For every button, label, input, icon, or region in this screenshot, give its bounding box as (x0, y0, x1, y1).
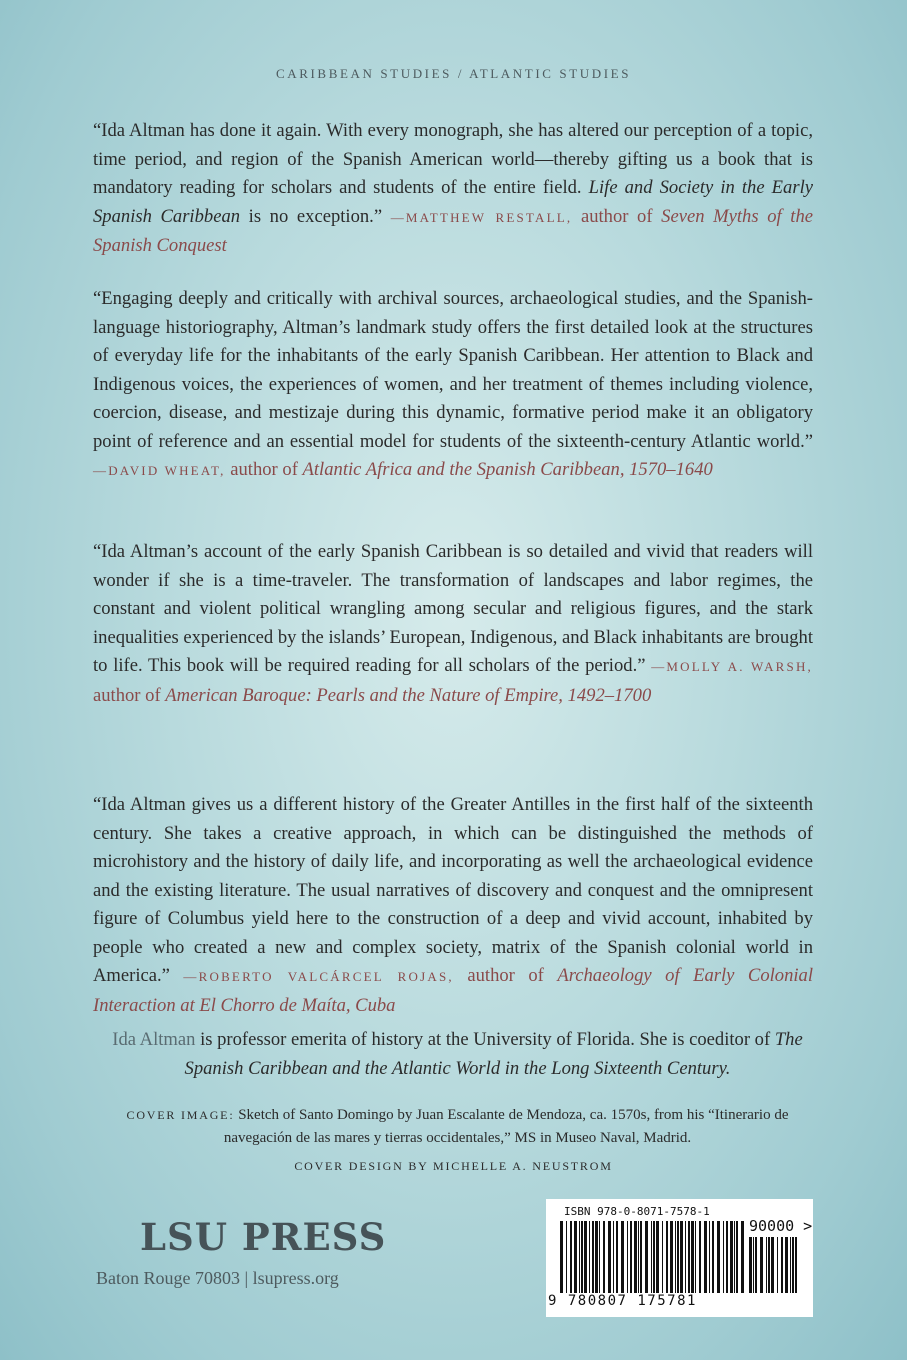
barcode-bar (645, 1221, 648, 1293)
barcode-bar (749, 1237, 752, 1293)
author-name: Ida Altman (112, 1029, 196, 1050)
quote-attribution (93, 459, 713, 480)
barcode-bar (566, 1221, 567, 1293)
barcode-bar (680, 1221, 683, 1293)
cover-image-label: COVER IMAGE: (126, 1108, 235, 1122)
isbn-text: ISBN 978-0-8071-7578-1 (564, 1205, 710, 1218)
barcode-bar (579, 1221, 580, 1293)
barcode-bar (638, 1221, 639, 1293)
barcode (546, 1199, 813, 1317)
author-bio (100, 1026, 815, 1083)
barcode-bar (766, 1237, 767, 1293)
barcode-bar (790, 1237, 791, 1293)
barcode-bar (634, 1221, 637, 1293)
quote-text: “Ida Altman gives us a different history of the Greater Antilles in the first half of the sixteenth century. She takes a creative approach, in which can be distinguished the methods of microhistory and the history of daily life, and incorporating as well the archaeological evidence and the existing literature. The usual narratives of discovery and conquest and the omnipresent figure of Columbus yield here to the construction of a deep and vivid account, inhabited by people who created a new and complex society, matrix of the Spanish colonial world in America.” (93, 794, 813, 986)
attribution-author-label: author of (572, 205, 662, 227)
attribution-author-label: author of (93, 684, 166, 706)
barcode-bar (621, 1221, 624, 1293)
attribution-book: American Baroque: Pearls and the Nature of Empire, 1492–1700 (165, 684, 652, 706)
bio-book-title: The Spanish Caribbean and the Atlantic World in the Long Sixteenth Century. (184, 1029, 803, 1079)
blurb-quote-3 (93, 538, 813, 710)
barcode-bar (599, 1221, 600, 1293)
quote-text-end: is no exception.” (240, 205, 391, 227)
attribution-name: —MATTHEW RESTALL, (390, 209, 573, 225)
barcode-bar (685, 1221, 686, 1293)
barcode-bar (574, 1221, 577, 1293)
publisher-address: Baton Rouge 70803 | lsupress.org (96, 1268, 339, 1288)
blurb-quote-1 (93, 117, 813, 261)
barcode-bar (688, 1221, 690, 1293)
barcode-bar (704, 1221, 707, 1293)
barcode-bar (771, 1237, 774, 1293)
barcode-bar (592, 1221, 594, 1293)
attribution-author-label: author of (453, 965, 558, 986)
barcode-bar (726, 1221, 728, 1293)
barcode-bar (699, 1221, 701, 1293)
barcode-bar (755, 1237, 757, 1293)
barcode-bar (730, 1221, 733, 1293)
barcode-bar (581, 1221, 583, 1293)
cover-image-credit (100, 1104, 815, 1150)
quote-text: “Ida Altman’s account of the early Spanish Caribbean is so detailed and vivid that readers will wonder if she is a time-traveler. The transformation of landscapes and labor regimes, the constant and violent political wrangling among secular and religious figures, and the stark inequalities experienced by the islands’ European, Indigenous, and Black inhabitants are brought to life. This book will be required reading for all scholars of the period.” (93, 541, 813, 676)
barcode-bar (570, 1221, 572, 1293)
blurb-quote-2 (93, 285, 813, 486)
barcode-bar (613, 1221, 614, 1293)
barcode-bar (584, 1221, 587, 1293)
barcode-bar (691, 1221, 694, 1293)
barcode-bar (785, 1237, 788, 1293)
barcode-bar (760, 1237, 763, 1293)
attribution-author-label: author of (225, 459, 303, 480)
publisher-logo: LSU PRESS (140, 1215, 387, 1259)
barcode-bar (651, 1221, 652, 1293)
barcode-bar (709, 1221, 710, 1293)
barcode-number: 9 780807 175781 (548, 1293, 697, 1309)
barcode-bar (589, 1221, 590, 1293)
blurb-quote-4 (93, 791, 813, 1020)
barcode-bar (723, 1221, 724, 1293)
attribution-name: —ROBERTO VALCÁRCEL ROJAS, (183, 969, 454, 984)
barcode-bar (627, 1221, 628, 1293)
attribution-book: Archaeology of Early Colonial Interaction at El Chorro de Maíta, Cuba (93, 965, 814, 1016)
cover-image-text: Sketch of Santo Domingo by Juan Escalante de Mendoza, ca. 1570s, from his “Itinerario de navegación de las mares y tierras occidentales,” MS in Museo Naval, Madrid. (223, 1107, 789, 1146)
price-code: 90000 > (749, 1217, 813, 1235)
barcode-bar (666, 1221, 668, 1293)
bio-text: is professor emerita of history at the University of Florida. She is coeditor of (195, 1029, 775, 1050)
barcode-bar (616, 1221, 618, 1293)
barcode-bar (630, 1221, 632, 1293)
barcode-bar (656, 1221, 659, 1293)
barcode-bar (736, 1221, 738, 1293)
attribution-book: Atlantic Africa and the Spanish Caribbean, 1570–1640 (302, 459, 713, 480)
barcode-bar (653, 1221, 655, 1293)
barcode-bar (695, 1221, 696, 1293)
cover-design-credit: COVER DESIGN BY MICHELLE A. NEUSTROM (294, 1159, 613, 1173)
attribution-name: —MOLLY A. WARSH, (651, 659, 813, 674)
barcode-bar (608, 1221, 611, 1293)
barcode-bar (560, 1221, 563, 1293)
barcode-bar (741, 1221, 744, 1293)
barcode-bar (734, 1221, 735, 1293)
barcode-bar (670, 1221, 673, 1293)
barcode-bar (753, 1237, 754, 1293)
barcode-bar (712, 1221, 714, 1293)
barcode-bar (768, 1237, 770, 1293)
barcode-bar (603, 1221, 605, 1293)
price-barcode-bars (749, 1237, 797, 1293)
barcode-bar (777, 1237, 778, 1293)
quote-text: “Ida Altman has done it again. With every monograph, she has altered our perception of a topic, time period, and region of the Spanish American world—thereby gifting us a book that is mandatory reading for scholars and students of the entire field. (93, 120, 813, 198)
quote-text: “Engaging deeply and critically with archival sources, archaeological studies, and the Spanish-language historiography, Altman’s landmark study offers the first detailed look at the structures of everyday life for the inhabitants of the early Spanish Caribbean. Her attention to Black and Indigenous voices, the experiences of women, and her treatment of themes including violence, coercion, disease, and mestizaje during this dynamic, formative period make it an obligatory point of reference and an essential model for students of the sixteenth-century Atlantic world.” (93, 288, 813, 452)
attribution-name: —DAVID WHEAT, (93, 463, 226, 478)
attribution-book: Seven Myths of the Spanish Conquest (93, 205, 813, 256)
barcode-bar (781, 1237, 783, 1293)
series-label: CARIBBEAN STUDIES / ATLANTIC STUDIES (275, 66, 632, 81)
barcode-bar (795, 1237, 797, 1293)
barcode-bar (640, 1221, 642, 1293)
ean-barcode-bars (560, 1221, 745, 1293)
barcode-bar (717, 1221, 720, 1293)
barcode-bar (677, 1221, 679, 1293)
barcode-bar (675, 1221, 676, 1293)
quote-attribution (93, 965, 813, 1016)
barcode-bar (662, 1221, 663, 1293)
quote-book-title: Life and Society in the Early Spanish Caribbean (93, 177, 813, 227)
barcode-bar (595, 1221, 598, 1293)
barcode-bar (792, 1237, 794, 1293)
